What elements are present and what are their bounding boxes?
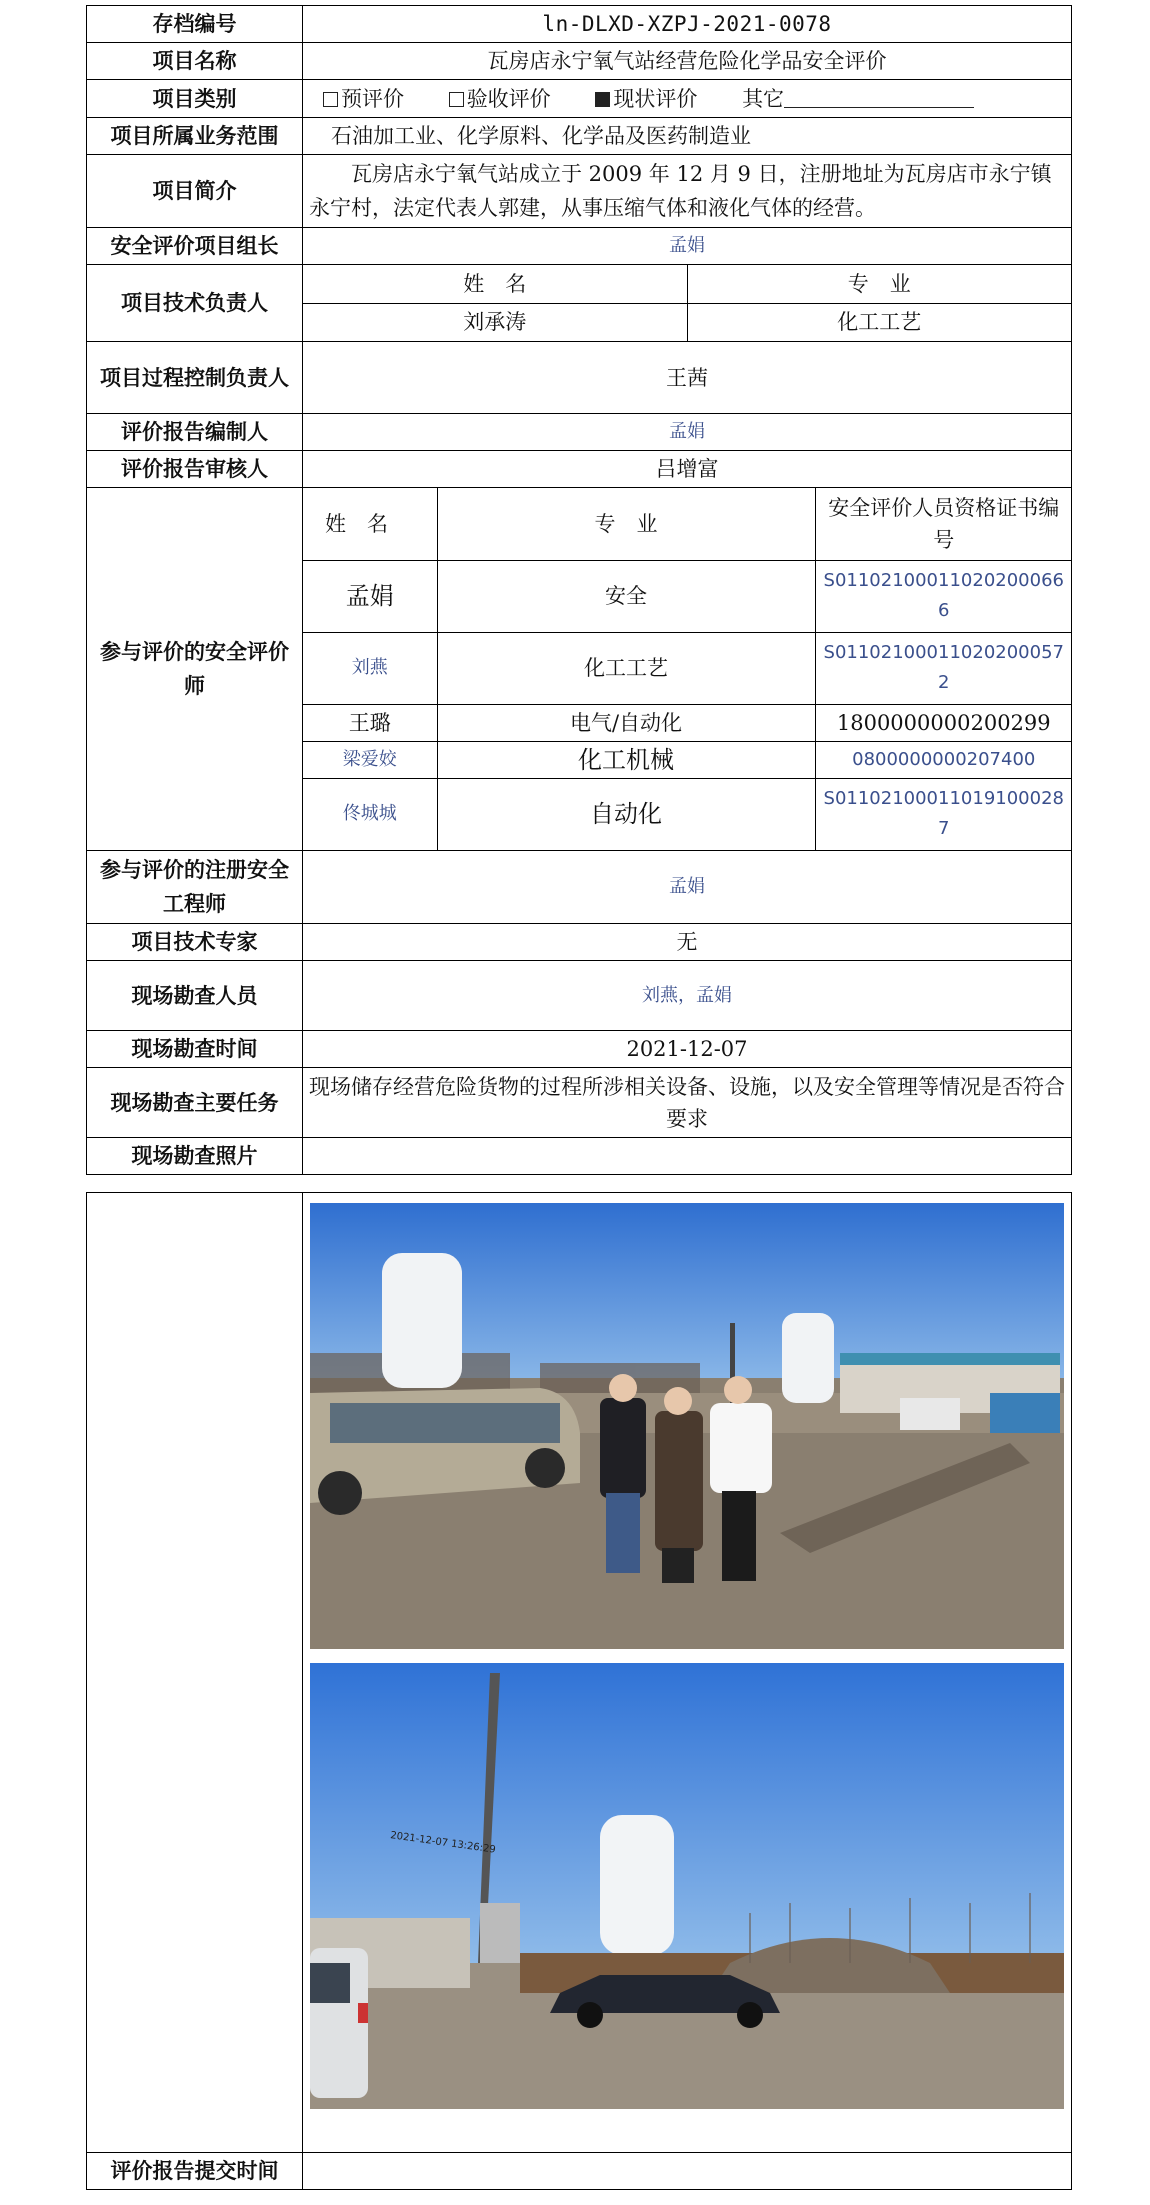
site-photo-1-image <box>310 1203 1064 1649</box>
expert-label: 项目技术专家 <box>87 924 303 961</box>
submit-time-label: 评价报告提交时间 <box>87 2153 303 2190</box>
leader-label: 安全评价项目组长 <box>87 228 303 265</box>
tech-lead-major: 化工工艺 <box>837 310 922 335</box>
table-row <box>303 704 1072 741</box>
survey-people: 刘燕，孟娟 <box>303 961 1072 1031</box>
site-photo-2-image <box>310 1663 1064 2109</box>
option-acceptance-eval[interactable]: 验收评价 <box>449 87 551 111</box>
checkbox-empty-icon <box>323 92 338 107</box>
survey-photo-empty-cell <box>303 1138 1072 1175</box>
option-pre-eval[interactable]: 预评价 <box>323 87 404 111</box>
evaluation-record-table <box>86 5 1071 1175</box>
photo-timestamp: 2021-12-07 13:26:29 <box>389 1830 497 1856</box>
photos-side-cell <box>87 1193 303 2153</box>
assessor-major: 安全 <box>437 560 815 632</box>
site-photo-2 <box>310 1663 1064 2109</box>
tech-lead-table <box>303 265 1072 342</box>
reg-engineer-label: 参与评价的注册安全工程师 <box>87 851 303 924</box>
table-row <box>303 560 1072 632</box>
expert: 无 <box>303 924 1072 961</box>
assessor-major: 化工工艺 <box>437 632 815 704</box>
site-photo-1 <box>310 1203 1064 1649</box>
checkbox-filled-icon <box>595 92 610 107</box>
project-name: 瓦房店永宁氧气站经营危险化学品安全评价 <box>303 43 1072 80</box>
photos-cell <box>303 1193 1072 2153</box>
assessor-major: 自动化 <box>437 778 815 850</box>
assessors-table <box>303 488 1072 851</box>
assessor-name: 王璐 <box>303 704 437 741</box>
survey-task-label: 现场勘查主要任务 <box>87 1068 303 1138</box>
survey-task: 现场储存经营危险货物的过程所涉相关设备、设施，以及安全管理等情况是否符合要求 <box>303 1068 1072 1138</box>
leader: 孟娟 <box>303 228 1072 265</box>
tech-lead-name-header: 姓 名 <box>303 265 687 303</box>
process-lead-label: 项目过程控制负责人 <box>87 342 303 414</box>
intro: 瓦房店永宁氧气站成立于 2009 年 12 月 9 日，注册地址为瓦房店市永宁镇永宁村，法定代表人郭建，从事压缩气体和液化气体的经营。 <box>303 155 1072 228</box>
assessor-major: 电气/自动化 <box>437 704 815 741</box>
fill-in-line <box>784 89 974 108</box>
assessor-name: 孟娟 <box>303 560 437 632</box>
scope: 石油加工业、化学原料、化学品及医药制造业 <box>303 118 1072 155</box>
compiler: 孟娟 <box>303 414 1072 451</box>
table-row <box>303 741 1072 778</box>
project-type-options <box>303 80 1072 118</box>
assessor-cert: S011021000110191000287 <box>823 788 1064 840</box>
survey-photos-table <box>86 1192 1071 2190</box>
checkbox-empty-icon <box>449 92 464 107</box>
option-status-eval[interactable]: 现状评价 <box>595 87 697 111</box>
assessor-name: 梁爱姣 <box>303 741 437 778</box>
archive-no-label: 存档编号 <box>87 6 303 43</box>
submit-time-value <box>303 2153 1072 2190</box>
assessor-name: 刘燕 <box>303 632 437 704</box>
assessor-cert: 1800000000200299 <box>815 704 1072 741</box>
tech-lead-name: 刘承涛 <box>303 303 687 341</box>
tech-lead-major-header: 专 业 <box>687 265 1071 303</box>
survey-time: 2021-12-07 <box>303 1031 1072 1068</box>
assessor-name-header: 姓 名 <box>303 488 437 560</box>
table-row <box>303 778 1072 850</box>
assessor-cert: S011021000110202000572 <box>815 632 1072 704</box>
assessor-cert-header: 安全评价人员资格证书编号 <box>815 488 1072 560</box>
assessors-label: 参与评价的安全评价师 <box>87 488 303 851</box>
archive-no: ln-DLXD-XZPJ-2021-0078 <box>303 6 1072 43</box>
project-name-label: 项目名称 <box>87 43 303 80</box>
survey-people-label: 现场勘查人员 <box>87 961 303 1031</box>
table-row <box>303 632 1072 704</box>
reviewer-label: 评价报告审核人 <box>87 451 303 488</box>
process-lead: 王茜 <box>303 342 1072 414</box>
intro-label: 项目简介 <box>87 155 303 228</box>
assessor-name: 佟城城 <box>303 778 437 850</box>
option-other[interactable]: 其它 <box>742 87 974 111</box>
reg-engineer: 孟娟 <box>303 851 1072 924</box>
survey-time-label: 现场勘查时间 <box>87 1031 303 1068</box>
compiler-label: 评价报告编制人 <box>87 414 303 451</box>
reviewer: 吕增富 <box>303 451 1072 488</box>
assessor-cert: 0800000000207400 <box>815 741 1072 778</box>
survey-photo-label: 现场勘查照片 <box>87 1138 303 1175</box>
assessor-major: 化工机械 <box>437 741 815 778</box>
project-type-label: 项目类别 <box>87 80 303 118</box>
assessor-cert: S011021000110202000666 <box>815 560 1072 632</box>
assessor-major-header: 专 业 <box>437 488 815 560</box>
tech-lead-label: 项目技术负责人 <box>87 265 303 342</box>
scope-label: 项目所属业务范围 <box>87 118 303 155</box>
